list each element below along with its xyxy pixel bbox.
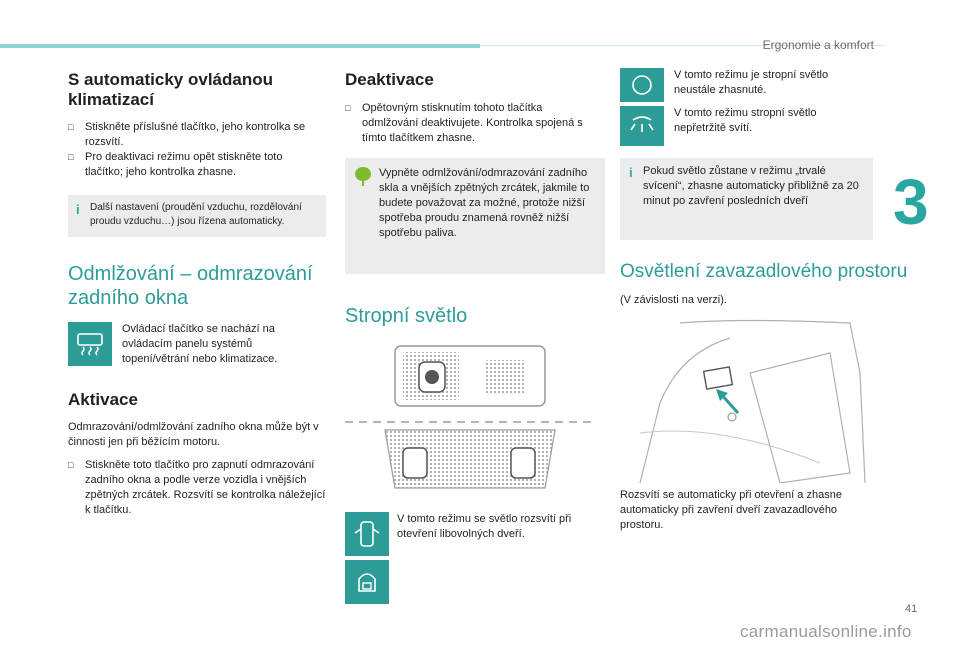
- on-mode-button-image: [620, 106, 664, 146]
- bullet-item: [68, 458, 326, 518]
- version-note: (V závislosti na verzi).: [620, 294, 727, 306]
- bullet-text: Pro deaktivaci režimu opět stiskněte toto tlačítko; jeho kontrolka zhasne.: [85, 151, 283, 178]
- activation-heading: Aktivace: [68, 390, 138, 409]
- info-i-icon: i: [629, 165, 633, 180]
- door-mode-icon: [353, 519, 381, 549]
- heading-line2: klimatizací: [68, 90, 154, 109]
- off-mode-button-image: [620, 68, 664, 102]
- bullet-text: Opětovným stisknutím tohoto tlačítka odmlžování deaktivujete. Kontrolka spojená s tímto tlačítkem zhasne.: [362, 102, 583, 144]
- deactivation-heading: Deaktivace: [345, 70, 434, 89]
- ceiling-light-heading: Stropní světlo: [345, 305, 468, 327]
- boot-light-heading: Osvětlení zavazadlového prostoru: [620, 261, 908, 282]
- defrost-text: Ovládací tlačítko se nachází na ovládacím panelu systémů topení/větrání nebo klimatizace.: [122, 323, 278, 365]
- section-header: Ergonomie a komfort: [762, 38, 874, 52]
- door-mode-alt-button-image: [345, 560, 389, 604]
- eco-text: Vypněte odmlžování/odmrazování zadního skla a vnějších zpětných zrcátek, jakmile to budete považovat za možné, protože nižší spotřeba proudu znamená rovněž nižší spotřebu paliva.: [379, 167, 590, 239]
- car-door-icon: [353, 567, 381, 597]
- eco-box: [345, 158, 605, 274]
- rear-defrost-button-image: [68, 322, 112, 366]
- door-mode-text: V tomto režimu se světlo rozsvítí při otevření libovolných dveří.: [397, 513, 572, 540]
- bullet-item: [68, 120, 323, 150]
- page-number: 41: [905, 603, 918, 615]
- info-text: Pokud světlo zůstane v režimu „trvalé svícení“, zhasne automaticky přibližně za 20 minut po zavření posledních dveří: [643, 165, 859, 207]
- off-mode-text: V tomto režimu je stropní světlo neustále zhasnuté.: [674, 69, 829, 96]
- col1-heading: [68, 70, 328, 110]
- rear-defrost-icon: [75, 332, 105, 356]
- header-rule: [0, 44, 480, 48]
- leaf-icon: [353, 166, 379, 266]
- col1-bullets: [68, 120, 323, 180]
- info-i-icon: i: [76, 202, 80, 217]
- chapter-number: 3: [893, 166, 929, 238]
- info-text: Další nastavení (proudění vzduchu, rozdělování proudu vzduchu…) jsou řízena automaticky.: [90, 202, 302, 227]
- activation-text: Odmrazování/odmlžování zadního okna může být v činnosti jen při běžícím motoru.: [68, 421, 319, 448]
- watermark-text: carmanualsonline.info: [740, 622, 912, 641]
- door-mode-button-image: [345, 512, 389, 556]
- bullet-item: [68, 150, 323, 180]
- on-mode-text: V tomto režimu stropní světlo nepřetržitě svítí.: [674, 107, 817, 134]
- boot-illustration: [620, 313, 872, 483]
- bullet-item: [345, 101, 601, 146]
- bullet-text: Stiskněte toto tlačítko pro zapnutí odmrazování zadního okna a podle verze vozidla i vnějších zpětných zrcátek. Rozsvítí se kontrolka náležející k tlačítku.: [85, 459, 326, 516]
- light-off-icon: [629, 72, 655, 98]
- heading-line1: S automaticky ovládanou: [68, 70, 273, 89]
- light-on-icon: [627, 112, 657, 140]
- info-box: [68, 195, 326, 237]
- square-bullet-icon: □: [68, 122, 74, 132]
- boot-light-text: Rozsvítí se automaticky při otevření a zhasne automaticky při zavření dveří zavazadlového prostoru.: [620, 489, 842, 531]
- info-box: [620, 158, 873, 240]
- square-bullet-icon: □: [68, 460, 74, 470]
- heading-line1: Odmlžování – odmrazování: [68, 263, 313, 285]
- defrost-heading: [68, 262, 328, 310]
- square-bullet-icon: □: [68, 152, 74, 162]
- ceiling-light-illustration: [345, 338, 595, 498]
- square-bullet-icon: □: [345, 103, 351, 113]
- heading-line2: zadního okna: [68, 287, 189, 309]
- bullet-text: Stiskněte příslušné tlačítko, jeho kontrolka se rozsvítí.: [85, 121, 306, 148]
